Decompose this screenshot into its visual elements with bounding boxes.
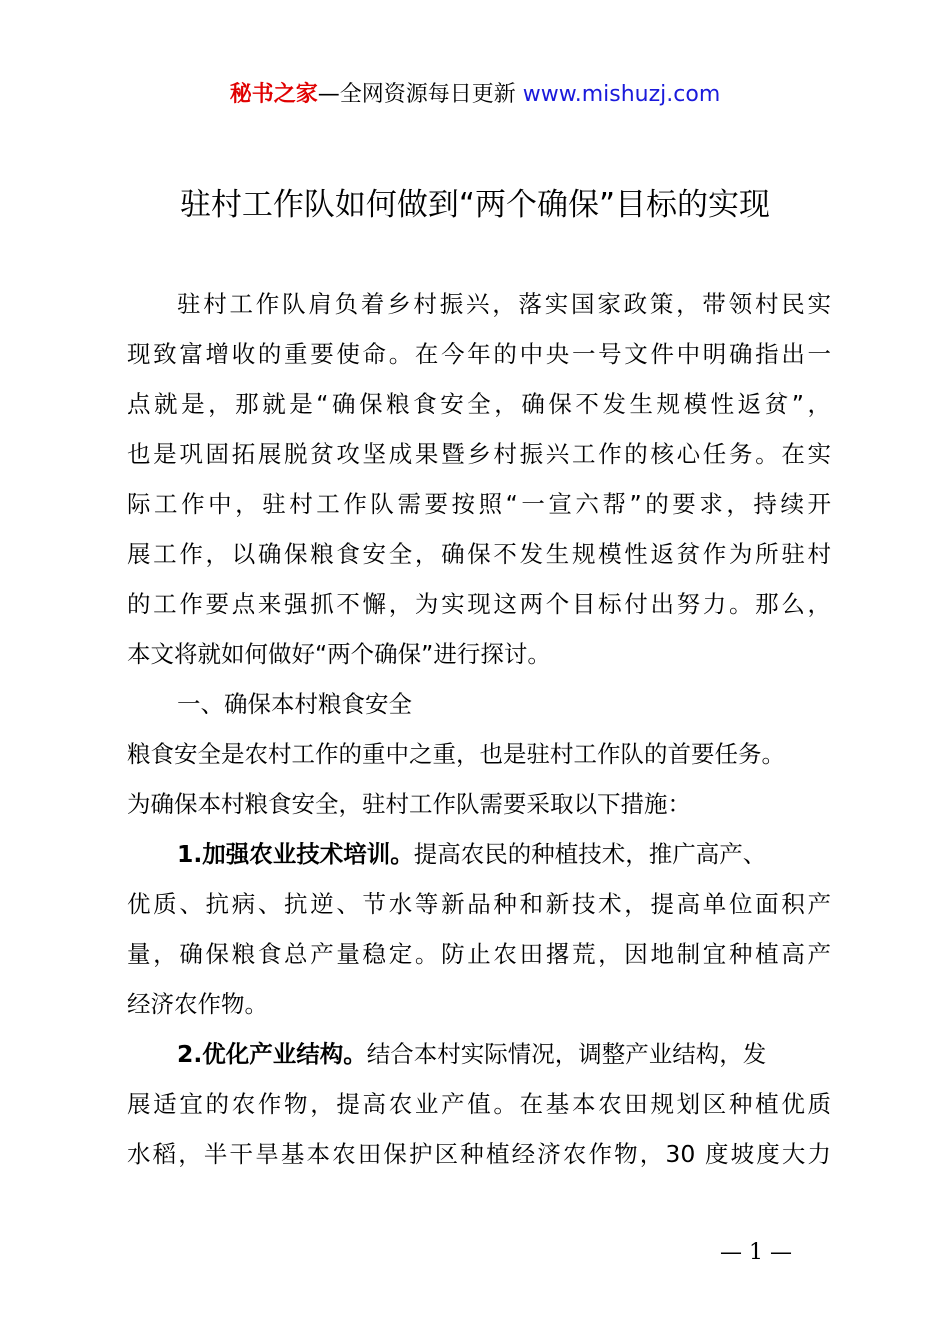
page-number: — 1 — bbox=[720, 1240, 792, 1265]
paragraph-line: 驻村工作队肩负着乡村振兴，落实国家政策，带领村民实 bbox=[177, 290, 831, 318]
item-1-first-line bbox=[177, 837, 766, 871]
tagline: —全网资源每日更新 bbox=[317, 82, 516, 107]
paragraph-line: 现致富增收的重要使命。在今年的中央一号文件中明确指出一 bbox=[127, 340, 831, 368]
paragraph-line: 展适宜的农作物，提高农业产值。在基本农田规划区种植优质 bbox=[127, 1090, 831, 1118]
paragraph-line: 粮食安全是农村工作的重中之重，也是驻村工作队的首要任务。 bbox=[127, 740, 785, 768]
paragraph-line: 水稻，半干旱基本农田保护区种植经济农作物，30 度坡度大力 bbox=[127, 1140, 831, 1168]
section-heading: 一、确保本村粮食安全 bbox=[177, 690, 412, 718]
item-1-text: 提高农民的种植技术，推广高产、 bbox=[413, 840, 767, 868]
site-header bbox=[0, 78, 950, 112]
paragraph-line: 为确保本村粮食安全，驻村工作队需要采取以下措施： bbox=[127, 790, 691, 818]
paragraph-line: 展工作，以确保粮食安全，确保不发生规模性返贫作为所驻村 bbox=[127, 540, 831, 568]
paragraph-line: 的工作要点来强抓不懈，为实现这两个目标付出努力。那么， bbox=[127, 590, 831, 618]
document-title: 驻村工作队如何做到“两个确保”目标的实现 bbox=[179, 187, 771, 223]
item-2-first-line bbox=[177, 1037, 766, 1071]
item-2-text: 结合本村实际情况，调整产业结构，发 bbox=[366, 1040, 767, 1068]
item-1-label: 1.加强农业技术培训。 bbox=[177, 840, 414, 868]
paragraph-line: 也是巩固拓展脱贫攻坚成果暨乡村振兴工作的核心任务。在实 bbox=[127, 440, 831, 468]
site-url[interactable]: www.mishuzj.com bbox=[515, 82, 721, 107]
paragraph-line: 优质、抗病、抗逆、节水等新品种和新技术，提高单位面积产 bbox=[127, 890, 831, 918]
paragraph-line: 经济农作物。 bbox=[127, 990, 268, 1018]
item-2-label: 2.优化产业结构。 bbox=[177, 1040, 367, 1068]
paragraph-line: 点就是，那就是“确保粮食安全，确保不发生规模性返贫”， bbox=[127, 390, 831, 418]
paragraph-line: 量，确保粮食总产量稳定。防止农田撂荒，因地制宜种植高产 bbox=[127, 940, 831, 968]
brand-name: 秘书之家 bbox=[229, 82, 318, 107]
paragraph-line: 际工作中，驻村工作队需要按照“一宣六帮”的要求，持续开 bbox=[127, 490, 831, 518]
paragraph-line: 本文将就如何做好“两个确保”进行探讨。 bbox=[127, 640, 551, 668]
